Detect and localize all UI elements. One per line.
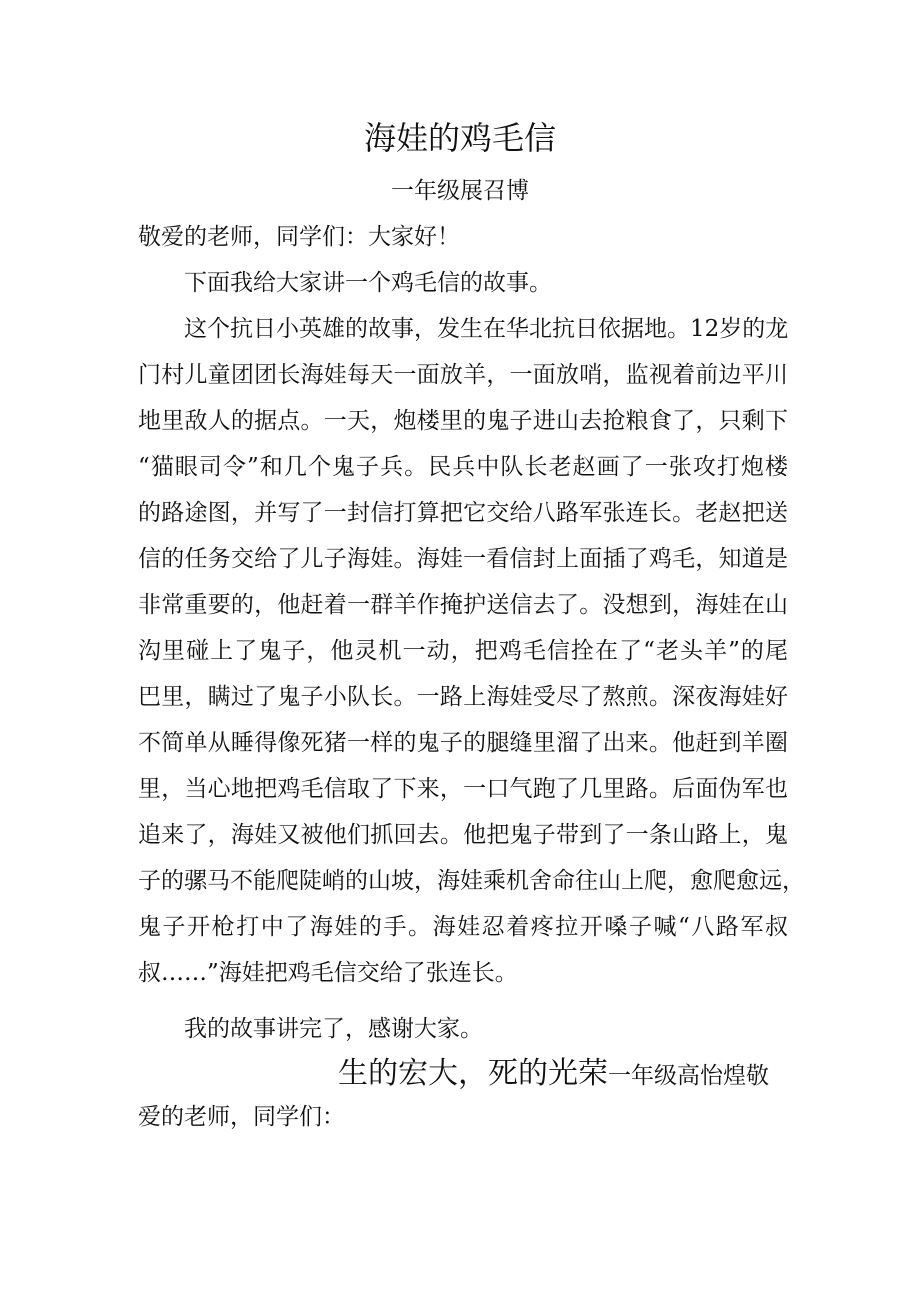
story-line: 鬼子开枪打中了海娃的手。海娃忍着疼拉开嗓子喊“八路军叔 xyxy=(138,914,788,940)
story-paragraph xyxy=(138,312,805,1002)
next-section-heading xyxy=(338,1052,769,1098)
story-line: 这个抗日小英雄的故事，发生在华北抗日依据地。12岁的龙 xyxy=(184,316,789,342)
story-line: 信的任务交给了儿子海娃。海娃一看信封上面插了鸡毛，知道是 xyxy=(138,546,788,572)
next-section-greeting: 爱的老师，同学们： xyxy=(138,1104,345,1130)
greeting-line: 敬爱的老师，同学们：大家好！ xyxy=(138,224,460,250)
story-line: 地里敌人的据点。一天，炮楼里的鬼子进山去抢粮食了，只剩下 xyxy=(138,408,788,434)
story-line: 沟里碰上了鬼子，他灵机一动，把鸡毛信拴在了“老头羊”的尾 xyxy=(138,638,788,664)
story-line: 门村儿童团团长海娃每天一面放羊，一面放哨，监视着前边平川 xyxy=(138,362,788,388)
next-section-author: 一年级高怡煌敬 xyxy=(608,1063,769,1089)
story-line: “猫眼司令”和几个鬼子兵。民兵中队长老赵画了一张攻打炮楼 xyxy=(138,454,788,480)
closing-paragraph: 我的故事讲完了，感谢大家。 xyxy=(184,1016,483,1042)
document-author: 一年级展召博 xyxy=(391,178,529,204)
story-line: 子的骡马不能爬陡峭的山坡，海娃乘机舍命往山上爬，愈爬愈远， xyxy=(138,868,805,894)
story-line: 不简单从睡得像死猪一样的鬼子的腿缝里溜了出来。他赶到羊圈 xyxy=(138,730,788,756)
intro-paragraph: 下面我给大家讲一个鸡毛信的故事。 xyxy=(184,270,552,296)
story-line: 叔……”海娃把鸡毛信交给了张连长。 xyxy=(138,960,518,986)
next-section-title: 生的宏大，死的光荣 xyxy=(338,1056,608,1091)
story-line: 非常重要的，他赶着一群羊作掩护送信去了。没想到，海娃在山 xyxy=(138,592,788,618)
document-title: 海娃的鸡毛信 xyxy=(363,119,556,157)
story-line: 里，当心地把鸡毛信取了下来，一口气跑了几里路。后面伪军也 xyxy=(138,776,788,802)
story-line: 巴里，瞒过了鬼子小队长。一路上海娃受尽了熬煎。深夜海娃好 xyxy=(138,684,788,710)
story-line: 的路途图，并写了一封信打算把它交给八路军张连长。老赵把送 xyxy=(138,500,788,526)
story-line: 追来了，海娃又被他们抓回去。他把鬼子带到了一条山路上，鬼 xyxy=(138,822,788,848)
